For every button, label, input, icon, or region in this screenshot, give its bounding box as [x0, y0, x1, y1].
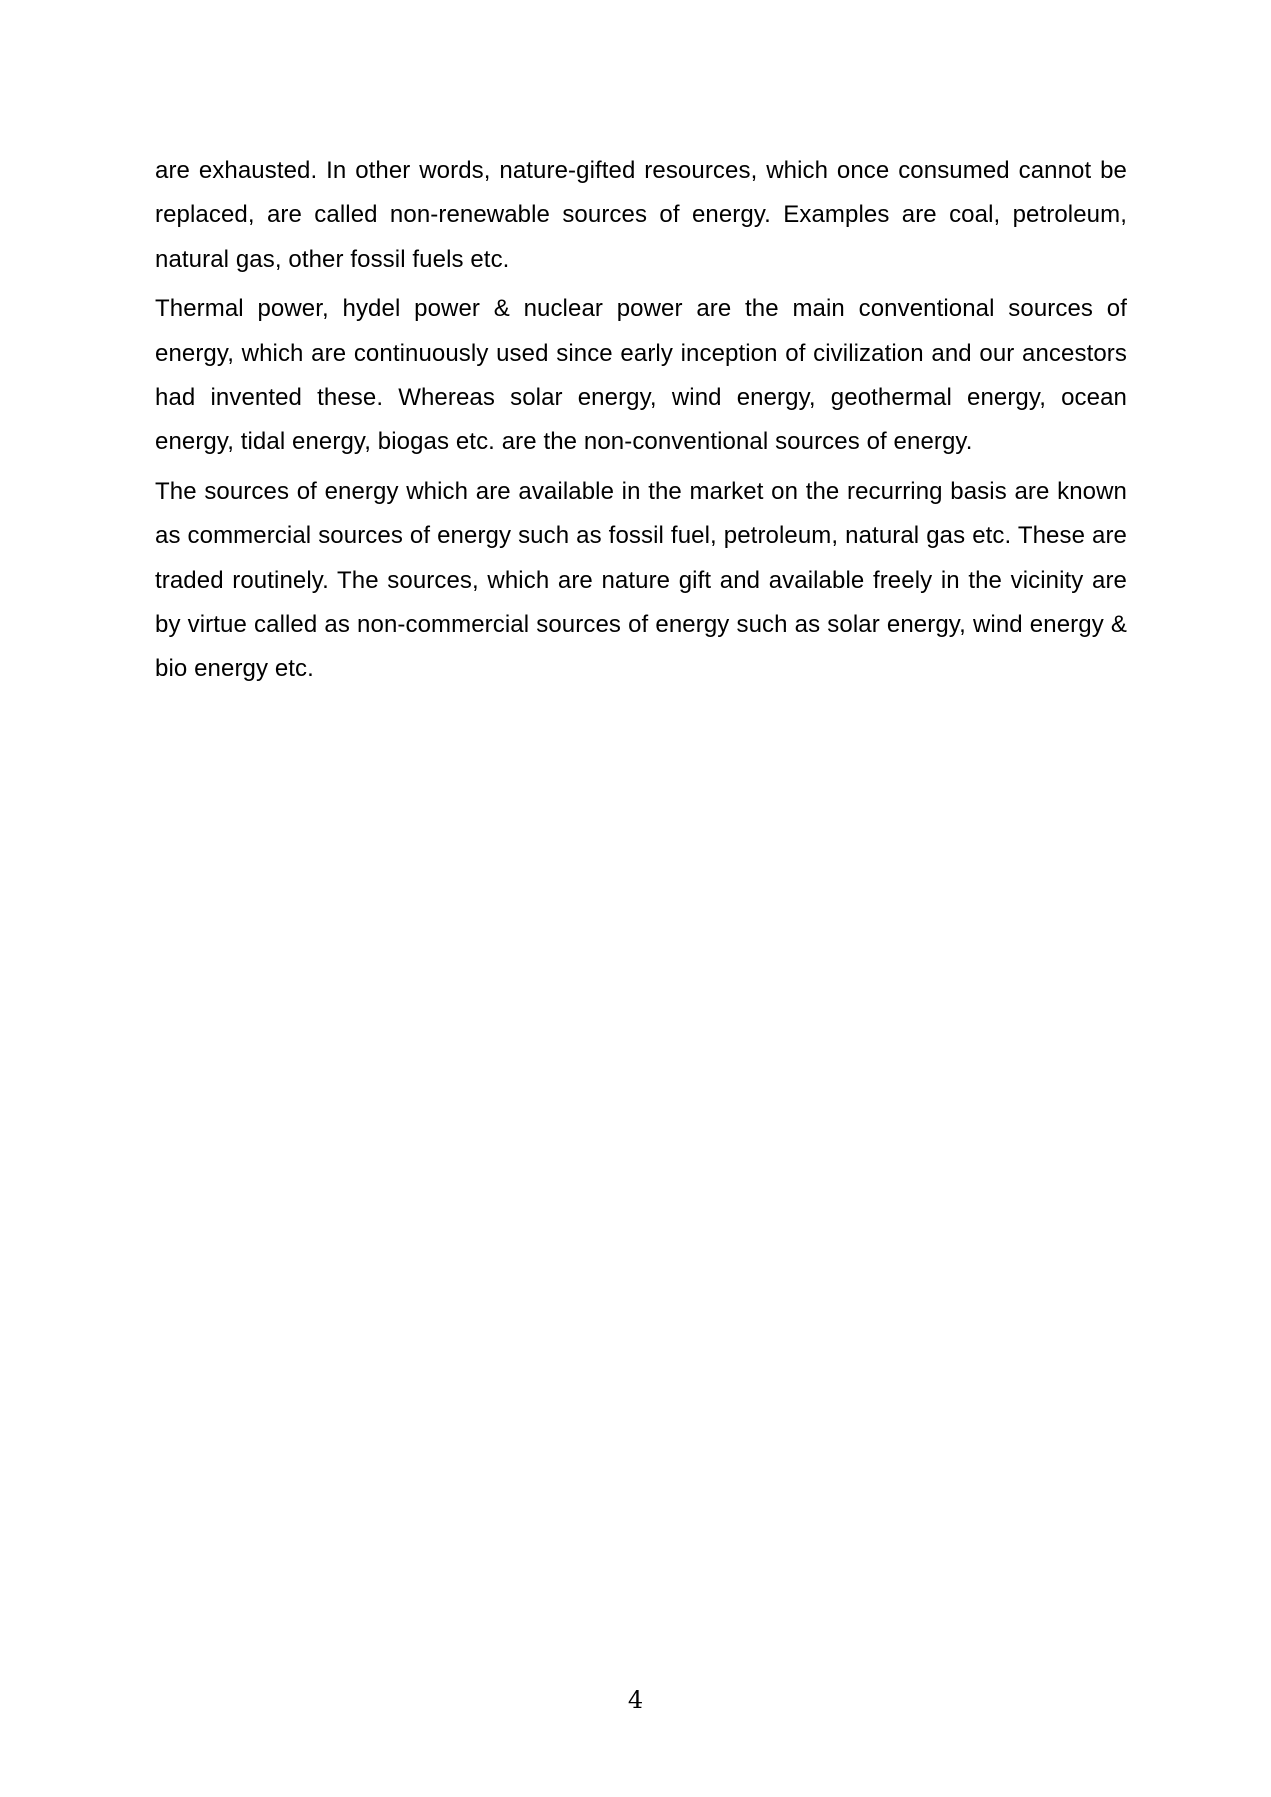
paragraph-commercial-sources: The sources of energy which are available in the market on the recurring basis are known as commercial sources of energy such as fossil fuel, petroleum, natural gas etc. These are traded routinely. The sources, which are nature gift and available freely in the vicinity are by virtue called as non-commercial sources of energy such as solar energy, wind energy & bio energy etc.: [155, 477, 1127, 683]
paragraph-conventional-sources: Thermal power, hydel power & nuclear power are the main conventional sources of energy, which are continuously used since early inception of civilization and our ancestors had invented these. Whereas solar energy, wind energy, geothermal energy, ocean energy, tidal energy, biogas etc. are the non-conventional sources of energy.: [155, 295, 1127, 456]
body-text: [155, 149, 1127, 697]
paragraph-non-renewable: are exhausted. In other words, nature-gifted resources, which once consumed cannot be replaced, are called non-renewable sources of energy. Examples are coal, petroleum, natural gas, other fossil fuels etc.: [155, 157, 1127, 273]
page-number: 4: [627, 1686, 644, 1714]
